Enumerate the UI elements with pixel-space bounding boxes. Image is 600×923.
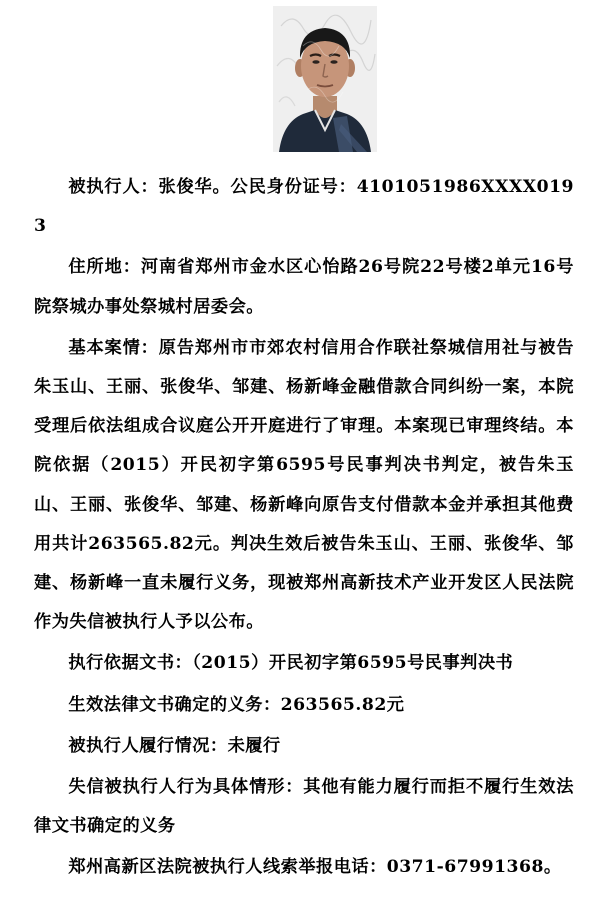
hotline-line: 郑州高新区法院被执行人线索举报电话：0371-67991368。: [68, 857, 562, 878]
performance-line: 被执行人履行情况：未履行: [68, 735, 281, 756]
respondent-photo: [273, 6, 377, 152]
notice-body: [34, 168, 574, 888]
obligation-line: 生效法律文书确定的义务：263565.82元: [68, 694, 405, 715]
address-paragraph: 住所地：河南省郑州市金水区心怡路26号院22号楼2单元16号院祭城办事处祭城村居委会。: [34, 257, 574, 317]
person-portrait-photo-icon: [273, 6, 377, 152]
respondent-line: 被执行人：张俊华。公民身份证号：4101051986XXXX0193: [34, 177, 574, 237]
basis-document-line: 执行依据文书：（2015）开民初字第6595号民事判决书: [68, 653, 514, 674]
dishonest-behavior-paragraph: 失信被执行人行为具体情形：其他有能力履行而拒不履行生效法律文书确定的义务: [34, 777, 574, 837]
case-summary-paragraph: 基本案情：原告郑州市市郊农村信用合作联社祭城信用社与被告朱玉山、王丽、张俊华、邹建、杨新峰金融借款合同纠纷一案，本院受理后依法组成合议庭公开开庭进行了审理。本案现已审理终结。本院依据（2015）开民初字第6595号民事判决书判定，被告朱玉山、王丽、张俊华、邹建、杨新峰向原告支付借款本金并承担其他费用共计263565.82元。判决生效后被告朱玉山、王丽、张俊华、邹建、杨新峰一直未履行义务，现被郑州高新技术产业开发区人民法院作为失信被执行人予以公布。: [34, 337, 574, 633]
